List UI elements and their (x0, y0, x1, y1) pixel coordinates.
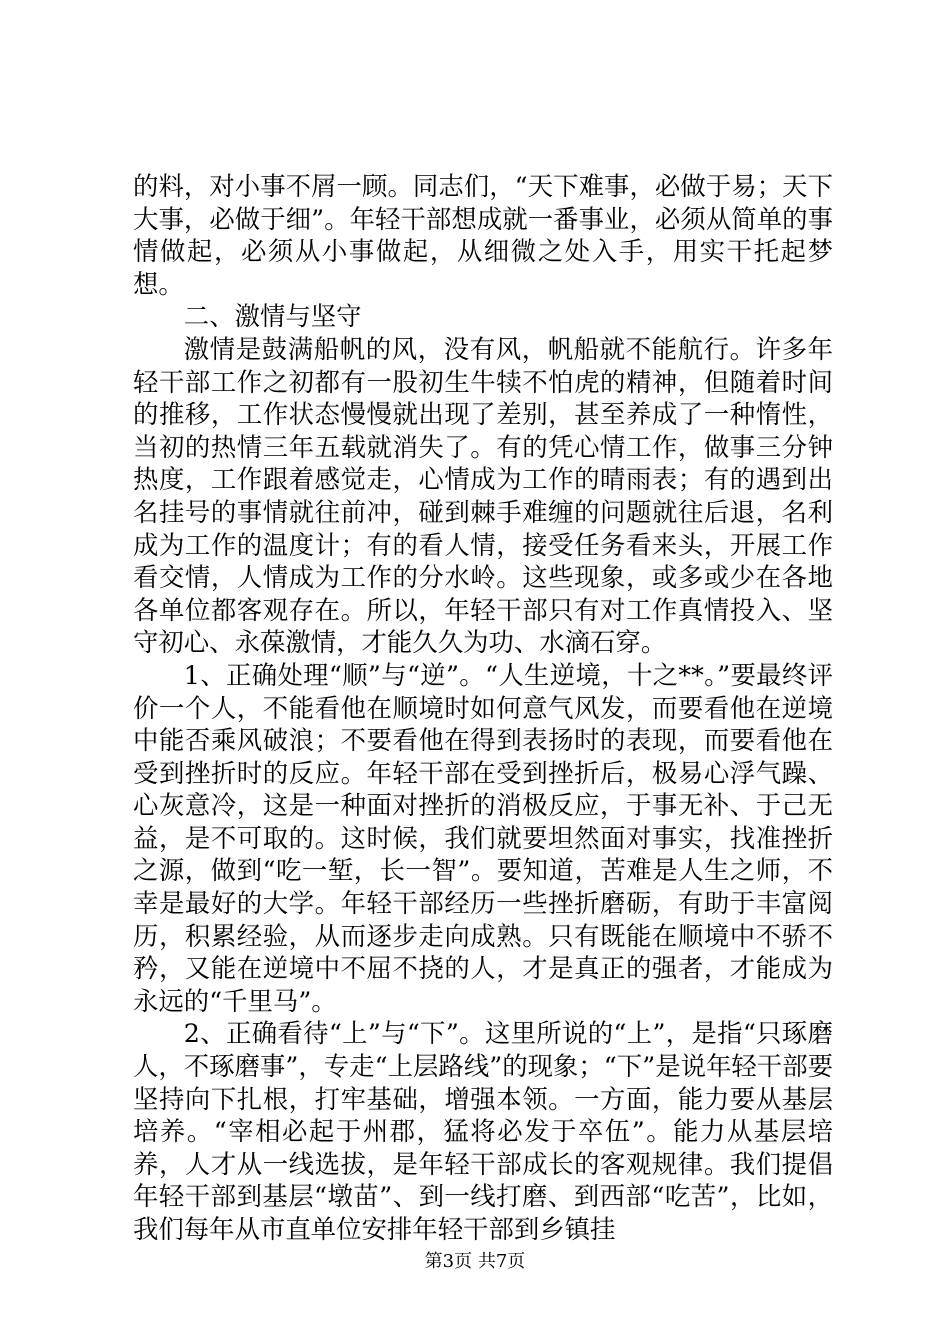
paragraph-point-1: 1、正确处理“顺”与“逆”。“人生逆境，十之**。”要最终评价一个人，不能看他在顺境时如何意气风发，而要看他在逆境中能否乘风破浪；不要看他在得到表扬时的表现，而要看他在受到挫折时的反应。年轻干部在受到挫折后，极易心浮气躁、心灰意冷，这是一种面对挫折的消极反应，于事无补、于己无益，是不可取的。这时候，我们就要坦然面对事实，找准挫折之源，做到“吃一堑，长一智”。要知道，苦难是人生之师，不幸是最好的大学。年轻干部经历一些挫折磨砺，有助于丰富阅历，积累经验，从而逐步走向成熟。只有既能在顺境中不骄不矜，又能在逆境中不屈不挠的人，才是真正的强者，才能成为永远的“千里马”。 (133, 659, 833, 1016)
page-number: 第3页 共7页 (424, 1251, 526, 1272)
paragraph-point-2: 2、正确看待“上”与“下”。这里所说的“上”，是指“只琢磨人，不琢磨事”，专走“上层路线”的现象；“下”是说年轻干部要坚持向下扎根，打牢基础，增强本领。一方面，能力要从基层培养。“宰相必起于州郡，猛将必发于卒伍”。能力从基层培养，人才从一线选拔，是年轻干部成长的客观规律。我们提倡年轻干部到基层“墩苗”、到一线打磨、到西部“吃苦”，比如，我们每年从市直单位安排年轻干部到乡镇挂 (133, 1018, 833, 1244)
section-heading: 二、激情与坚守 (183, 301, 362, 332)
paragraph: 激情是鼓满船帆的风，没有风，帆船就不能航行。许多年轻干部工作之初都有一股初生牛犊不怕虎的精神，但随着时间的推移，工作状态慢慢就出现了差别，甚至养成了一种惰性，当初的热情三年五载就消失了。有的凭心情工作，做事三分钟热度，工作跟着感觉走，心情成为工作的晴雨表；有的遇到出名挂号的事情就往前冲，碰到棘手难缠的问题就往后退，名利成为工作的温度计；有的看人情，接受任务看来头，开展工作看交情，人情成为工作的分水岭。这些现象，或多或少在各地各单位都客观存在。所以，年轻干部只有对工作真情投入、坚守初心、永葆激情，才能久久为功、水滴石穿。 (133, 333, 833, 658)
paragraph-continuation: 的料，对小事不屑一顾。同志们，“天下难事，必做于易；天下大事，必做于细”。年轻干部想成就一番事业，必须从简单的事情做起，必须从小事做起，从细微之处入手，用实干托起梦想。 (133, 171, 833, 299)
document-body (133, 170, 833, 1246)
